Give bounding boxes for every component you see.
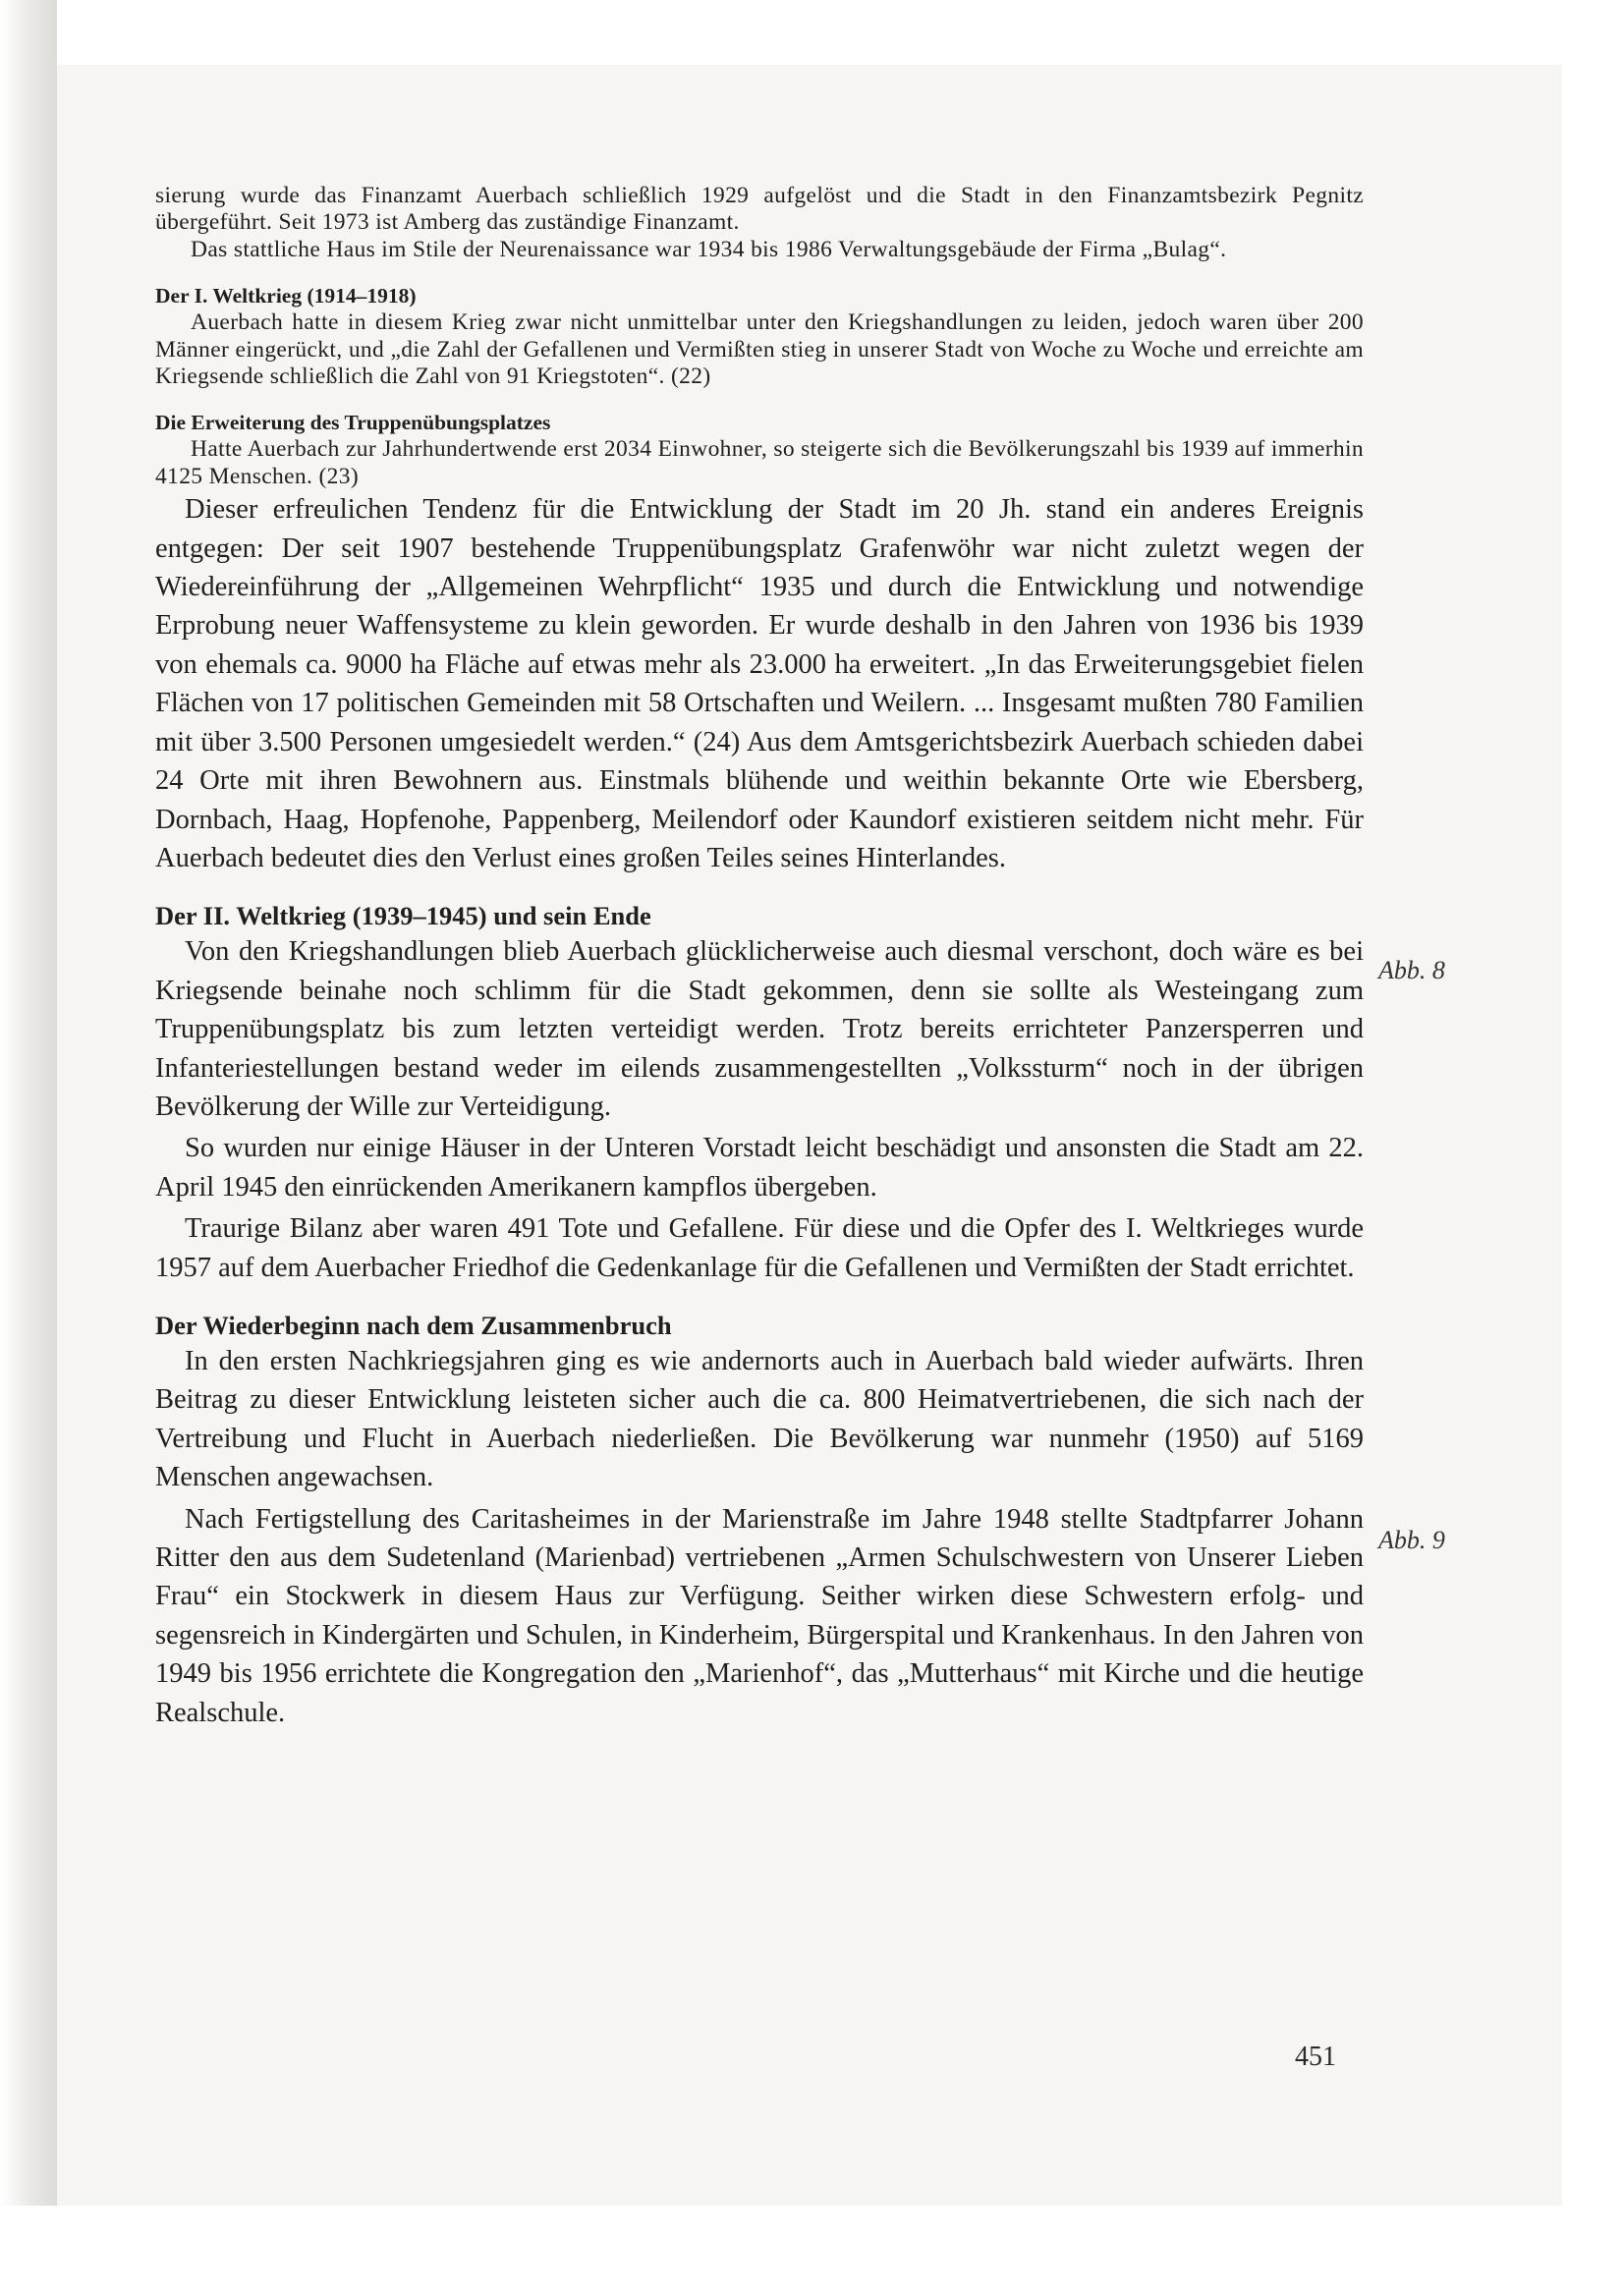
- figure-reference-abb-8: Abb. 8: [1378, 956, 1445, 985]
- section-heading: Der I. Weltkrieg (1914–1918): [155, 284, 417, 308]
- figure-reference-abb-9: Abb. 9: [1378, 1525, 1445, 1554]
- section-paragraph: Traurige Bilanz aber waren 491 Tote und Gefallene. Für diese und die Opfer des I. Weltkrieges wurde 1957 auf dem Auerbacher Friedhof die Gedenkanlage für die Gefallenen und Vermißten der Stadt errichtet.: [155, 1213, 1364, 1283]
- scan-edge-shadow: [0, 0, 57, 2296]
- intro-section: [155, 183, 1364, 263]
- page-body: [155, 183, 1445, 1735]
- section-paragraph: Hatte Auerbach zur Jahrhundertwende erst 2034 Einwohner, so steigerte sich die Bevölkerungszahl bis 1939 auf immerhin 4125 Menschen. (23): [155, 436, 1364, 489]
- intro-paragraph-2: Das stattliche Haus im Stile der Neurenaissance war 1934 bis 1986 Verwaltungsgebäude der Firma „Bulag“.: [191, 236, 1227, 262]
- page-number: 451: [1295, 2042, 1336, 2072]
- section-heading: Der Wiederbeginn nach dem Zusammenbruch: [155, 1310, 672, 1340]
- section-paragraph: Auerbach hatte in diesem Krieg zwar nicht unmittelbar unter den Kriegshandlungen zu leiden, jedoch waren über 200 Männer eingerückt, und „die Zahl der Gefallenen und Vermißten stieg in unserer Stadt von Woche zu Woche und erreichte am Kriegsende schließlich die Zahl von 91 Kriegstoten“. (22): [155, 309, 1364, 390]
- scan-margin-top: [0, 0, 1624, 65]
- section-ww1: [155, 283, 1364, 390]
- section-paragraph: So wurden nur einige Häuser in der Unteren Vorstadt leicht beschädigt und ansonsten die Stadt am 22. April 1945 den einrückenden Amerikanern kampflos übergeben.: [155, 1133, 1364, 1203]
- scan-margin-bottom: [0, 2206, 1624, 2296]
- section-paragraph: Nach Fertigstellung des Caritasheimes in der Marienstraße im Jahre 1948 stellte Stadtpfarrer Johann Ritter den aus dem Sudetenland (Marienbad) vertriebenen „Armen Schulschwestern von Unserer Lieben Frau“ ein Stockwerk in diesem Haus zur Verfügung. Seither wirken diese Schwestern erfolg- und segensreich in Kindergärten und Schulen, in Kinderheim, Bürgerspital und Krankenhaus. In den Jahren von 1949 bis 1956 errichtete die Kongregation den „Marienhof“, das „Mutterhaus“ mit Kirche und die heutige Realschule.: [155, 1503, 1364, 1728]
- section-training-area: [155, 410, 1364, 877]
- section-heading: Die Erweiterung des Truppenübungsplatzes: [155, 411, 551, 435]
- section-paragraph: In den ersten Nachkriegsjahren ging es wie andernorts auch in Auerbach bald wieder aufwärts. Ihren Beitrag zu dieser Entwicklung leisteten sicher auch die ca. 800 Heimatvertriebenen, die sich nach der Vertreibung und Flucht in Auerbach niederließen. Die Bevölkerung war nunmehr (1950) auf 5169 Menschen angewachsen.: [155, 1345, 1364, 1493]
- intro-paragraph-1: sierung wurde das Finanzamt Auerbach schließlich 1929 aufgelöst und die Stadt in den Finanzamtsbezirk Pegnitz übergeführt. Seit 1973 ist Amberg das zuständige Finanzamt.: [155, 183, 1364, 236]
- section-ww2: [155, 899, 1445, 1287]
- section-restart: [155, 1309, 1445, 1732]
- section-paragraph: Dieser erfreulichen Tendenz für die Entwicklung der Stadt im 20 Jh. stand ein anderes Ereignis entgegen: Der seit 1907 bestehende Truppenübungsplatz Grafenwöhr war nicht zuletzt wegen der Wiedereinführung der „Allgemeinen Wehrpflicht“ 1935 und durch die Entwicklung und notwendige Erprobung neuer Waffensysteme zu klein geworden. Er wurde deshalb in den Jahren von 1936 bis 1939 von ehemals ca. 9000 ha Fläche auf etwas mehr als 23.000 ha erweitert. „In das Erweiterungsgebiet fielen Flächen von 17 politischen Gemeinden mit 58 Ortschaften und Weilern. ... Insgesamt mußten 780 Familien mit über 3.500 Personen umgesiedelt werden.“ (24) Aus dem Amtsgerichtsbezirk Auerbach schieden dabei 24 Orte mit ihren Bewohnern aus. Einstmals blühende und weithin bekannte Orte wie Ebersberg, Dornbach, Haag, Hopfenohe, Pappenberg, Meilendorf oder Kaundorf existieren seitdem nicht mehr. Für Auerbach bedeutet dies den Verlust eines großen Teiles seines Hinterlandes.: [155, 494, 1364, 873]
- scan-margin-right: [1562, 0, 1624, 2296]
- section-heading: Der II. Weltkrieg (1939–1945) und sein Ende: [155, 901, 651, 931]
- section-paragraph: Von den Kriegshandlungen blieb Auerbach glücklicherweise auch diesmal verschont, doch wäre es bei Kriegsende beinahe noch schlimm für die Stadt gekommen, denn sie sollte als Westeingang zum Truppenübungsplatz bis zum letzten verteidigt werden. Trotz bereits errichteter Panzersperren und Infanteriestellungen bestand weder im eilends zusammengestellten „Volkssturm“ noch in der übrigen Bevölkerung der Wille zur Verteidigung.: [155, 936, 1364, 1122]
